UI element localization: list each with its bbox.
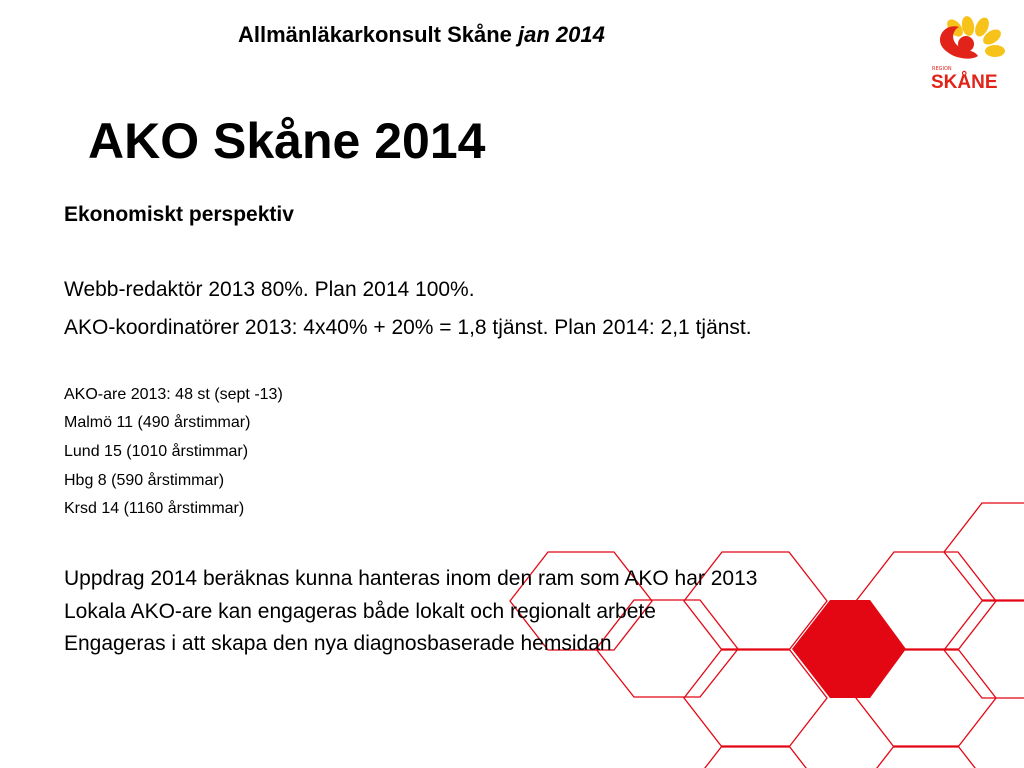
- section-subtitle: Ekonomiskt perspektiv: [64, 203, 294, 226]
- header-title: Allmänläkarkonsult Skåne: [238, 22, 512, 47]
- ako-lund-line: Lund 15 (1010 årstimmar): [64, 443, 249, 460]
- budget-line-web-editor: Webb-redaktör 2013 80%. Plan 2014 100%.: [64, 278, 475, 301]
- header-date: jan 2014: [518, 22, 605, 47]
- region-skane-logo: [928, 14, 1008, 94]
- svg-text:REGION: REGION: [932, 66, 952, 72]
- ako-malmo-line: Malmö 11 (490 årstimmar): [64, 414, 251, 431]
- ako-hbg-line: Hbg 8 (590 årstimmar): [64, 472, 225, 489]
- slide-header: [238, 22, 605, 48]
- website-line: Engageras i att skapa den nya diagnosbaserade hemsidan: [64, 632, 612, 655]
- slide-title: AKO Skåne 2014: [88, 113, 486, 169]
- assignment-line: Uppdrag 2014 beräknas kunna hanteras inom den ram som AKO har 2013: [64, 567, 758, 590]
- budget-line-coordinators: AKO-koordinatörer 2013: 4x40% + 20% = 1,8 tjänst. Plan 2014: 2,1 tjänst.: [64, 316, 752, 339]
- svg-text:SKÅNE: SKÅNE: [931, 72, 998, 93]
- local-ako-line: Lokala AKO-are kan engageras både lokalt och regionalt arbete: [64, 600, 656, 623]
- ako-count-line: AKO-are 2013: 48 st (sept -13): [64, 386, 283, 403]
- ako-krsd-line: Krsd 14 (1160 årstimmar): [64, 500, 245, 517]
